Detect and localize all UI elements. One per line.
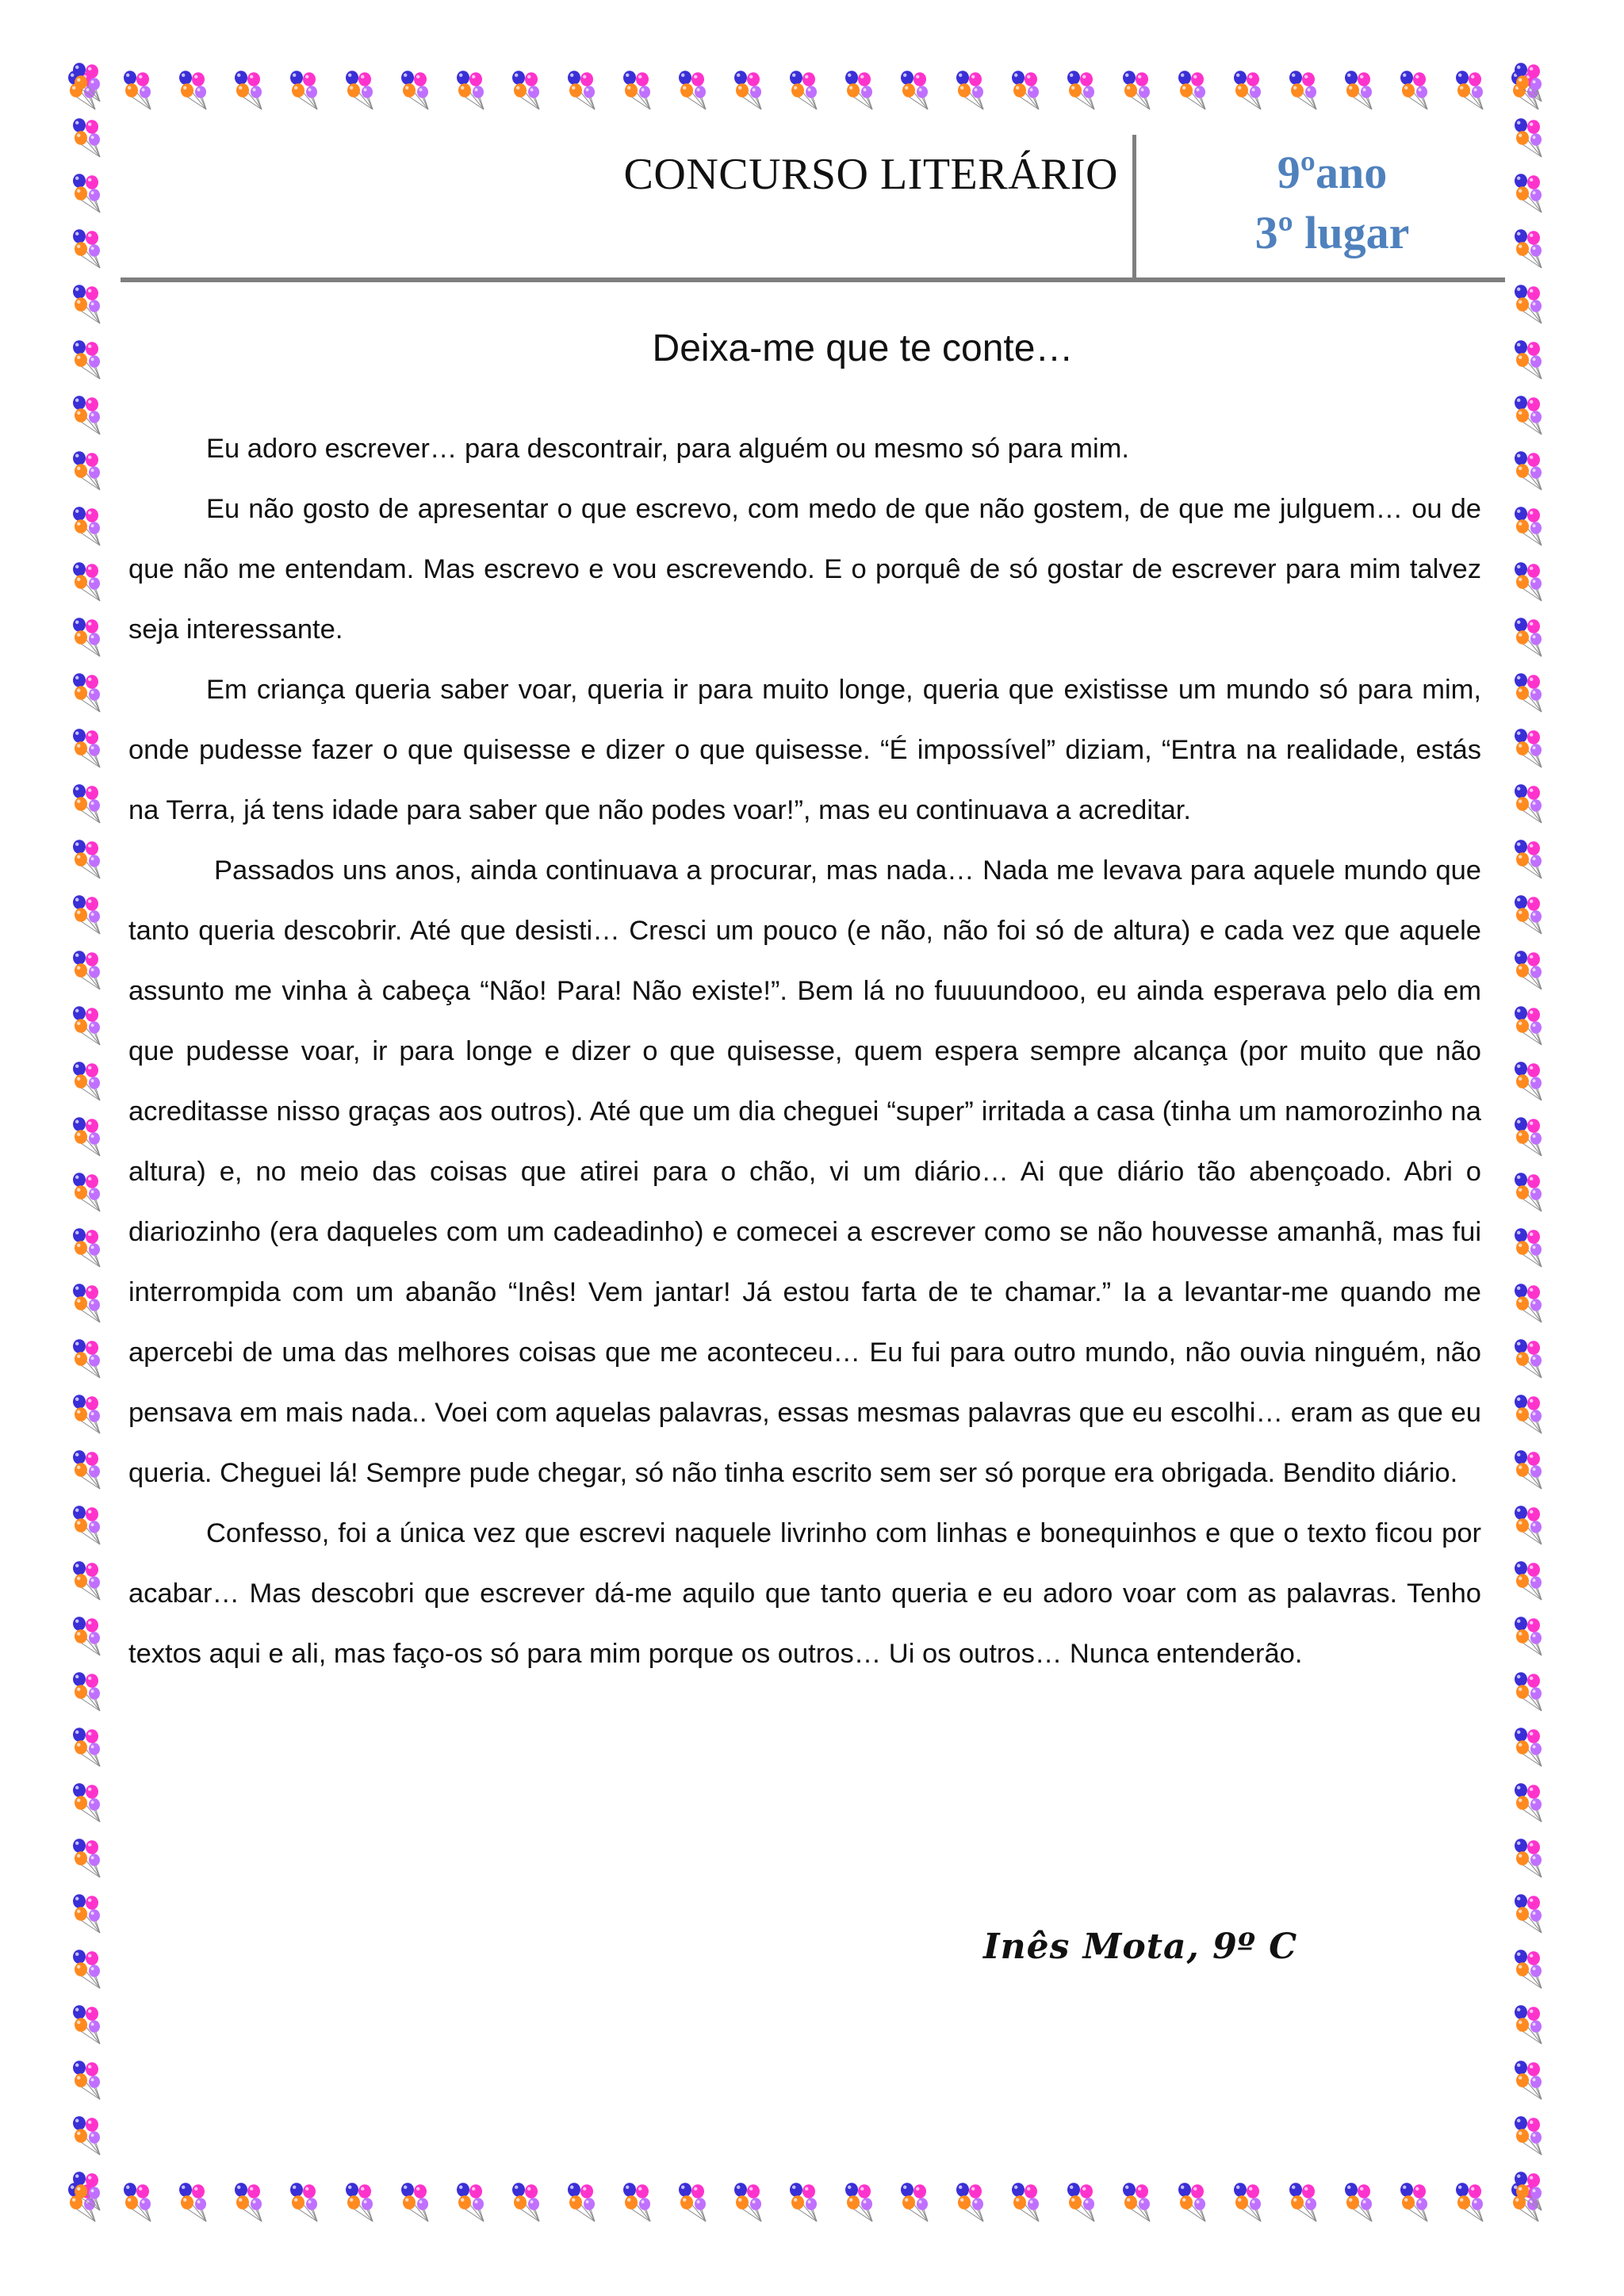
balloon-cluster-icon xyxy=(73,1617,100,1655)
story-paragraph: Em criança queria saber voar, queria ir para muito longe, queria que existisse um mundo só para mim, onde pudesse fazer o que quisesse e dizer o que quisesse. “É impossível” diziam, “Entra na realidade, estás na Terra, já tens idade para saber que não podes voar!”, mas eu continuava a acreditar. xyxy=(128,675,1481,825)
balloon-cluster-icon xyxy=(1178,2183,1205,2221)
balloon-cluster-icon xyxy=(1515,1950,1542,1988)
balloon-cluster-icon xyxy=(1234,2183,1261,2221)
balloon-cluster-icon xyxy=(73,1173,100,1211)
balloon-cluster-icon xyxy=(1515,1672,1542,1711)
balloon-cluster-icon xyxy=(901,71,928,109)
balloon-cluster-icon xyxy=(73,1561,100,1600)
balloon-cluster-icon xyxy=(73,673,100,712)
balloon-cluster-icon xyxy=(1515,1173,1542,1211)
balloon-cluster-icon xyxy=(1515,63,1542,101)
balloon-cluster-icon xyxy=(457,2183,484,2221)
balloon-cluster-icon xyxy=(623,71,650,109)
balloon-cluster-icon xyxy=(1515,895,1542,934)
balloon-cluster-icon xyxy=(73,840,100,878)
balloon-cluster-icon xyxy=(73,1062,100,1100)
balloon-cluster-icon xyxy=(1067,71,1094,109)
balloon-cluster-icon xyxy=(73,1450,100,1489)
balloon-cluster-icon xyxy=(73,1672,100,1711)
balloon-cluster-icon xyxy=(1515,1006,1542,1045)
balloon-cluster-icon xyxy=(1515,2005,1542,2044)
balloon-cluster-icon xyxy=(1515,451,1542,490)
story-title: Deixa-me que te conte… xyxy=(652,327,1074,369)
balloon-cluster-icon xyxy=(1515,784,1542,823)
balloon-cluster-icon xyxy=(73,2172,100,2210)
balloon-cluster-icon xyxy=(124,2183,151,2221)
balloon-cluster-icon xyxy=(1400,2183,1427,2221)
balloon-cluster-icon xyxy=(73,1506,100,1544)
grade-label: 9ºano xyxy=(1277,147,1388,198)
balloon-cluster-icon xyxy=(734,2183,761,2221)
balloon-cluster-icon xyxy=(1515,1561,1542,1600)
balloon-border-right xyxy=(1505,62,1561,2229)
balloon-cluster-icon xyxy=(73,1228,100,1267)
balloon-cluster-icon xyxy=(73,895,100,934)
balloon-cluster-icon xyxy=(63,2174,1561,2229)
balloon-cluster-icon xyxy=(1515,562,1542,601)
balloon-cluster-icon xyxy=(1456,2183,1483,2221)
balloon-cluster-icon xyxy=(512,71,539,109)
balloon-cluster-icon xyxy=(1400,71,1427,109)
balloon-cluster-icon xyxy=(73,2116,100,2155)
balloon-cluster-icon xyxy=(73,1839,100,1877)
balloon-cluster-icon xyxy=(73,174,100,212)
balloon-cluster-icon xyxy=(901,2183,928,2221)
balloon-border-left xyxy=(63,62,119,2229)
balloon-cluster-icon xyxy=(124,71,151,109)
balloon-cluster-icon xyxy=(1345,2183,1372,2221)
balloon-cluster-icon xyxy=(1505,62,1561,2229)
balloon-cluster-icon xyxy=(1515,1506,1542,1544)
balloon-cluster-icon xyxy=(1178,71,1205,109)
balloon-cluster-icon xyxy=(623,2183,650,2221)
balloon-cluster-icon xyxy=(1515,1339,1542,1378)
balloon-cluster-icon xyxy=(73,1395,100,1433)
balloon-cluster-icon xyxy=(1123,2183,1150,2221)
balloon-cluster-icon xyxy=(1515,396,1542,434)
balloon-cluster-icon xyxy=(1515,673,1542,712)
balloon-cluster-icon xyxy=(179,71,206,109)
balloon-cluster-icon xyxy=(401,2183,428,2221)
balloon-cluster-icon xyxy=(1515,618,1542,656)
balloon-cluster-icon xyxy=(679,71,706,109)
balloon-cluster-icon xyxy=(63,62,119,2229)
balloon-cluster-icon xyxy=(73,562,100,601)
balloon-cluster-icon xyxy=(790,2183,817,2221)
story-paragraph: Confesso, foi a única vez que escrevi naquele livrinho com linhas e bonequinhos e que o texto ficou por acabar… Mas descobri que escrever dá-me aquilo que tanto queria e eu adoro voar com as palavras. Tenho textos aqui e ali, mas faço-os só para mim porque os outros… Ui os outros… Nunca entenderão. xyxy=(128,1518,1481,1669)
balloon-cluster-icon xyxy=(1515,1783,1542,1822)
balloon-cluster-icon xyxy=(845,2183,872,2221)
balloon-cluster-icon xyxy=(1515,1450,1542,1489)
balloon-cluster-icon xyxy=(1515,2172,1542,2210)
balloon-cluster-icon xyxy=(73,63,100,101)
balloon-cluster-icon xyxy=(73,1783,100,1822)
balloon-cluster-icon xyxy=(63,62,1561,117)
story-paragraph: Passados uns anos, ainda continuava a procurar, mas nada… Nada me levava para aquele mundo que tanto queria descobrir. Até que desisti… Cresci um pouco (e não, não foi só de altura) e cada vez que aquele assunto me vinha à cabeça “Não! Para! Não existe!”. Bem lá no fuuuundooo, eu ainda esperava pelo dia em que pudesse voar, ir para longe e dizer o que quisesse, quem espera sempre alcança (por muito que não acreditasse nisso graças aos outros). Até que um dia cheguei “super” irritada a casa (tinha um namorozinho na altura) e, no meio das coisas que atirei para o chão, vi um diário… Ai que diário tão abençoado. Abri o diariozinho (era daqueles com um cadeadinho) e comecei a escrever como se não houvesse amanhã, mas fui interrompida com um abanão “Inês! Vem jantar! Já estou farta de te chamar.” Ia a levantar-me quando me apercebi de uma das melhores coisas que me aconteceu… Eu fui para outro mundo, não ouvia ninguém, não pensava em mais nada.. Voei com aquelas palavras, essas mesmas palavras que eu escolhi… eram as que eu queria. Cheguei lá! Sempre pude chegar, só não tinha escrito sem ser só porque era obrigada. Bendito diário. xyxy=(128,855,1481,1488)
balloon-cluster-icon xyxy=(1515,951,1542,989)
balloon-cluster-icon xyxy=(1123,71,1150,109)
balloon-cluster-icon xyxy=(73,1950,100,1988)
balloon-cluster-icon xyxy=(290,71,317,109)
balloon-cluster-icon xyxy=(1456,71,1483,109)
balloon-cluster-icon xyxy=(73,729,100,767)
header-horizontal-divider xyxy=(121,277,1505,282)
balloon-cluster-icon xyxy=(235,71,262,109)
balloon-cluster-icon xyxy=(346,2183,373,2221)
balloon-cluster-icon xyxy=(73,784,100,823)
balloon-cluster-icon xyxy=(401,71,428,109)
balloon-cluster-icon xyxy=(73,1894,100,1933)
award-badge xyxy=(1142,143,1522,263)
author-signature: Inês Mota, 9º C xyxy=(983,1927,1298,1967)
balloon-cluster-icon xyxy=(1515,2116,1542,2155)
balloon-cluster-icon xyxy=(790,71,817,109)
balloon-cluster-icon xyxy=(73,118,100,157)
balloon-cluster-icon xyxy=(1515,1839,1542,1877)
balloon-cluster-icon xyxy=(73,285,100,323)
balloon-cluster-icon xyxy=(1234,71,1261,109)
balloon-cluster-icon xyxy=(1515,1395,1542,1433)
balloon-cluster-icon xyxy=(845,71,872,109)
balloon-cluster-icon xyxy=(1515,2061,1542,2099)
balloon-cluster-icon xyxy=(568,71,595,109)
balloon-cluster-icon xyxy=(1515,1894,1542,1933)
balloon-cluster-icon xyxy=(1515,1728,1542,1766)
balloon-cluster-icon xyxy=(73,1117,100,1156)
balloon-cluster-icon xyxy=(1067,2183,1094,2221)
balloon-cluster-icon xyxy=(1289,2183,1316,2221)
balloon-cluster-icon xyxy=(1012,2183,1039,2221)
story-body xyxy=(128,419,1481,1684)
balloon-cluster-icon xyxy=(956,71,983,109)
balloon-cluster-icon xyxy=(512,2183,539,2221)
balloon-cluster-icon xyxy=(73,1006,100,1045)
balloon-cluster-icon xyxy=(734,71,761,109)
balloon-border-bottom xyxy=(63,2174,1561,2229)
balloon-cluster-icon xyxy=(568,2183,595,2221)
balloon-cluster-icon xyxy=(1515,729,1542,767)
balloon-cluster-icon xyxy=(73,951,100,989)
balloon-cluster-icon xyxy=(73,340,100,379)
balloon-cluster-icon xyxy=(235,2183,262,2221)
balloon-cluster-icon xyxy=(1515,285,1542,323)
balloon-cluster-icon xyxy=(73,507,100,545)
story-paragraph: Eu não gosto de apresentar o que escrevo, com medo de que não gostem, de que me julguem… ou de que não me entendam. Mas escrevo e vou escrevendo. E o porquê de só gostar de escrever para mim talvez seja interessante. xyxy=(128,494,1481,645)
story-paragraph: Eu adoro escrever… para descontrair, para alguém ou mesmo só para mim. xyxy=(206,434,1129,464)
balloon-cluster-icon xyxy=(1515,840,1542,878)
balloon-cluster-icon xyxy=(73,1284,100,1322)
balloon-cluster-icon xyxy=(73,396,100,434)
balloon-cluster-icon xyxy=(1345,71,1372,109)
balloon-cluster-icon xyxy=(1515,1117,1542,1156)
balloon-cluster-icon xyxy=(679,2183,706,2221)
balloon-cluster-icon xyxy=(179,2183,206,2221)
balloon-cluster-icon xyxy=(290,2183,317,2221)
header-vertical-divider xyxy=(1132,135,1136,279)
balloon-cluster-icon xyxy=(346,71,373,109)
balloon-cluster-icon xyxy=(73,618,100,656)
balloon-cluster-icon xyxy=(73,1728,100,1766)
balloon-cluster-icon xyxy=(73,451,100,490)
balloon-cluster-icon xyxy=(1515,507,1542,545)
balloon-cluster-icon xyxy=(1515,1617,1542,1655)
balloon-cluster-icon xyxy=(1289,71,1316,109)
balloon-cluster-icon xyxy=(457,71,484,109)
balloon-cluster-icon xyxy=(1012,71,1039,109)
balloon-cluster-icon xyxy=(956,2183,983,2221)
balloon-cluster-icon xyxy=(1515,1284,1542,1322)
balloon-cluster-icon xyxy=(73,1339,100,1378)
balloon-border-top xyxy=(63,62,1561,117)
place-label: 3º lugar xyxy=(1254,207,1410,258)
balloon-cluster-icon xyxy=(73,2061,100,2099)
balloon-cluster-icon xyxy=(73,2005,100,2044)
balloon-cluster-icon xyxy=(1515,1228,1542,1267)
balloon-cluster-icon xyxy=(1515,1062,1542,1100)
balloon-cluster-icon xyxy=(73,229,100,268)
contest-title: CONCURSO LITERÁRIO xyxy=(623,150,1118,199)
